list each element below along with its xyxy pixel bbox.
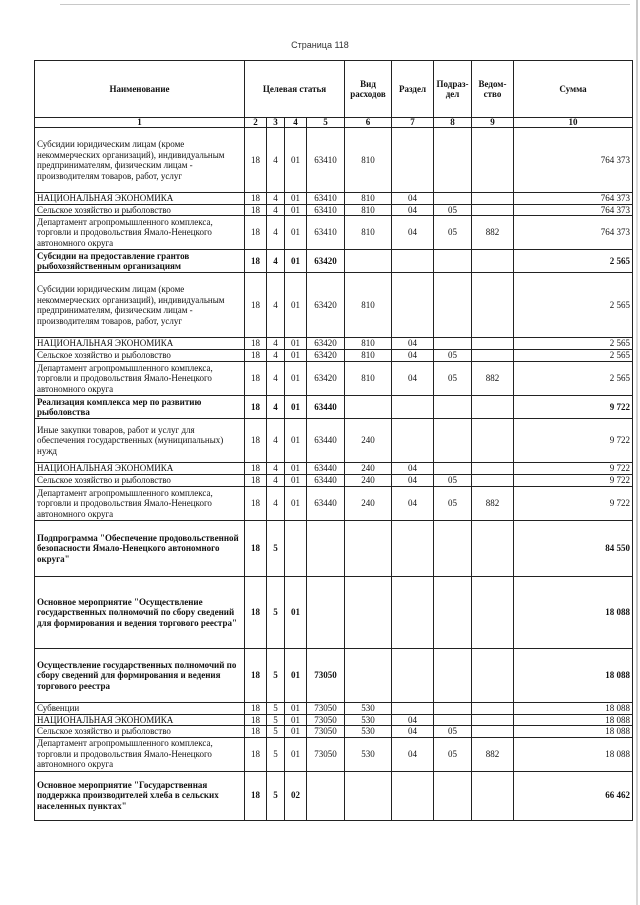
subsection-code: 05 — [434, 362, 472, 396]
direction-code: 63440 — [307, 487, 345, 521]
event-code: 01 — [285, 250, 307, 273]
table-row — [35, 475, 633, 487]
section-code — [392, 128, 434, 193]
row-name: Осуществление государственных полномочий по сбору сведений для формирования и ведения торгового реестра — [35, 649, 245, 703]
event-code: 01 — [285, 128, 307, 193]
subsection-code — [434, 396, 472, 419]
department-code — [472, 521, 514, 577]
program-code: 18 — [245, 204, 267, 216]
event-code: 01 — [285, 273, 307, 338]
department-code — [472, 771, 514, 820]
program-code: 18 — [245, 771, 267, 820]
row-name: Реализация комплекса мер по развитию рыболовства — [35, 396, 245, 419]
row-name: Субсидии юридическим лицам (кроме некоммерческих организаций), индивидуальным предпринимателям, физическим лицам - производителям товаров, работ, услуг — [35, 128, 245, 193]
expense-type-code: 240 — [345, 463, 392, 475]
department-code — [472, 577, 514, 649]
expense-type-code: 530 — [345, 714, 392, 726]
subsection-code — [434, 714, 472, 726]
direction-code: 63440 — [307, 419, 345, 463]
subprogram-code: 5 — [267, 771, 285, 820]
program-code: 18 — [245, 577, 267, 649]
department-code — [472, 396, 514, 419]
subsection-code: 05 — [434, 737, 472, 771]
row-name: НАЦИОНАЛЬНАЯ ЭКОНОМИКА — [35, 193, 245, 205]
row-name: Департамент агропромышленного комплекса, торговли и продовольствия Ямало-Ненецкого автономного округа — [35, 737, 245, 771]
direction-code: 73050 — [307, 714, 345, 726]
event-code: 01 — [285, 703, 307, 715]
amount-value: 18 088 — [514, 577, 633, 649]
event-code: 02 — [285, 771, 307, 820]
direction-code: 63410 — [307, 204, 345, 216]
subsection-code — [434, 273, 472, 338]
table-row — [35, 396, 633, 419]
subprogram-code: 5 — [267, 521, 285, 577]
direction-code: 63440 — [307, 475, 345, 487]
department-code — [472, 250, 514, 273]
expense-type-code: 530 — [345, 703, 392, 715]
event-code: 01 — [285, 726, 307, 738]
event-code: 01 — [285, 350, 307, 362]
subprogram-code: 5 — [267, 703, 285, 715]
column-number: 7 — [392, 118, 434, 128]
subsection-code — [434, 128, 472, 193]
amount-value: 2 565 — [514, 362, 633, 396]
column-number: 4 — [285, 118, 307, 128]
direction-code: 63440 — [307, 396, 345, 419]
section-code — [392, 250, 434, 273]
department-code: 882 — [472, 362, 514, 396]
section-code: 04 — [392, 463, 434, 475]
expense-type-code — [345, 250, 392, 273]
row-name: Субвенции — [35, 703, 245, 715]
subprogram-code: 4 — [267, 193, 285, 205]
direction-code: 63420 — [307, 338, 345, 350]
column-number: 3 — [267, 118, 285, 128]
event-code: 01 — [285, 193, 307, 205]
row-name: Подпрограмма "Обеспечение продовольственной безопасности Ямало-Ненецкого автономного округа" — [35, 521, 245, 577]
department-code — [472, 350, 514, 362]
row-name: Сельское хозяйство и рыболовство — [35, 350, 245, 362]
amount-value: 18 088 — [514, 714, 633, 726]
department-code — [472, 703, 514, 715]
department-code — [472, 273, 514, 338]
direction-code — [307, 577, 345, 649]
section-code — [392, 419, 434, 463]
subprogram-code: 4 — [267, 338, 285, 350]
section-code: 04 — [392, 714, 434, 726]
column-number: 5 — [307, 118, 345, 128]
department-code — [472, 128, 514, 193]
amount-value: 764 373 — [514, 193, 633, 205]
table-row — [35, 771, 633, 820]
direction-code — [307, 521, 345, 577]
department-code — [472, 475, 514, 487]
department-code — [472, 649, 514, 703]
subprogram-code: 5 — [267, 726, 285, 738]
subsection-code: 05 — [434, 487, 472, 521]
subprogram-code: 5 — [267, 737, 285, 771]
subsection-code — [434, 338, 472, 350]
amount-value: 18 088 — [514, 703, 633, 715]
program-code: 18 — [245, 737, 267, 771]
amount-value: 2 565 — [514, 273, 633, 338]
subprogram-code: 5 — [267, 577, 285, 649]
department-code — [472, 714, 514, 726]
direction-code: 63420 — [307, 350, 345, 362]
row-name: НАЦИОНАЛЬНАЯ ЭКОНОМИКА — [35, 714, 245, 726]
amount-value: 66 462 — [514, 771, 633, 820]
section-code: 04 — [392, 193, 434, 205]
table-row — [35, 273, 633, 338]
column-number: 6 — [345, 118, 392, 128]
section-code: 04 — [392, 216, 434, 250]
expense-type-code: 530 — [345, 726, 392, 738]
table-row — [35, 577, 633, 649]
row-name: Департамент агропромышленного комплекса, торговли и продовольствия Ямало-Ненецкого автономного округа — [35, 362, 245, 396]
expense-type-code: 810 — [345, 273, 392, 338]
subsection-code — [434, 577, 472, 649]
expense-type-code: 240 — [345, 487, 392, 521]
amount-value: 9 722 — [514, 396, 633, 419]
table-row — [35, 521, 633, 577]
expense-type-code: 810 — [345, 362, 392, 396]
table-row — [35, 703, 633, 715]
row-name: Основное мероприятие "Государственная поддержка производителей хлеба в сельских населенных пунктах" — [35, 771, 245, 820]
program-code: 18 — [245, 726, 267, 738]
expense-type-code: 240 — [345, 475, 392, 487]
subprogram-code: 4 — [267, 475, 285, 487]
program-code: 18 — [245, 273, 267, 338]
program-code: 18 — [245, 703, 267, 715]
event-code: 01 — [285, 216, 307, 250]
amount-value: 2 565 — [514, 250, 633, 273]
table-row — [35, 419, 633, 463]
department-code — [472, 419, 514, 463]
event-code: 01 — [285, 362, 307, 396]
scan-top-edge — [60, 4, 630, 5]
department-code: 882 — [472, 737, 514, 771]
section-code — [392, 577, 434, 649]
table-row — [35, 128, 633, 193]
header-subsection: Подраз-дел — [434, 61, 472, 118]
direction-code: 63410 — [307, 193, 345, 205]
row-name: Сельское хозяйство и рыболовство — [35, 204, 245, 216]
row-name: Сельское хозяйство и рыболовство — [35, 475, 245, 487]
subsection-code: 05 — [434, 204, 472, 216]
program-code: 18 — [245, 521, 267, 577]
event-code: 01 — [285, 487, 307, 521]
expense-type-code: 810 — [345, 216, 392, 250]
section-code: 04 — [392, 475, 434, 487]
event-code: 01 — [285, 737, 307, 771]
subprogram-code: 4 — [267, 350, 285, 362]
department-code — [472, 338, 514, 350]
direction-code: 63420 — [307, 250, 345, 273]
department-code — [472, 204, 514, 216]
amount-value: 2 565 — [514, 350, 633, 362]
event-code: 01 — [285, 419, 307, 463]
subsection-code — [434, 419, 472, 463]
row-name: Сельское хозяйство и рыболовство — [35, 726, 245, 738]
section-code: 04 — [392, 362, 434, 396]
table-row — [35, 350, 633, 362]
table-row — [35, 362, 633, 396]
expense-type-code: 240 — [345, 419, 392, 463]
expense-type-code: 530 — [345, 737, 392, 771]
program-code: 18 — [245, 419, 267, 463]
amount-value: 84 550 — [514, 521, 633, 577]
direction-code: 73050 — [307, 649, 345, 703]
department-code — [472, 463, 514, 475]
program-code: 18 — [245, 216, 267, 250]
subsection-code: 05 — [434, 726, 472, 738]
column-number: 9 — [472, 118, 514, 128]
subsection-code — [434, 463, 472, 475]
department-code: 882 — [472, 487, 514, 521]
amount-value: 18 088 — [514, 737, 633, 771]
program-code: 18 — [245, 649, 267, 703]
event-code: 01 — [285, 463, 307, 475]
subsection-code — [434, 193, 472, 205]
table-row — [35, 737, 633, 771]
subprogram-code: 5 — [267, 714, 285, 726]
header-name: Наименование — [35, 61, 245, 118]
event-code: 01 — [285, 338, 307, 350]
table-row — [35, 193, 633, 205]
program-code: 18 — [245, 463, 267, 475]
program-code: 18 — [245, 128, 267, 193]
event-code: 01 — [285, 714, 307, 726]
table-row — [35, 216, 633, 250]
table-row — [35, 463, 633, 475]
subprogram-code: 5 — [267, 649, 285, 703]
subprogram-code: 4 — [267, 487, 285, 521]
row-name: НАЦИОНАЛЬНАЯ ЭКОНОМИКА — [35, 463, 245, 475]
header-section: Раздел — [392, 61, 434, 118]
row-name: Иные закупки товаров, работ и услуг для обеспечения государственных (муниципальных) нужд — [35, 419, 245, 463]
header-amount: Сумма — [514, 61, 633, 118]
section-code — [392, 521, 434, 577]
subprogram-code: 4 — [267, 463, 285, 475]
amount-value: 764 373 — [514, 216, 633, 250]
section-code — [392, 273, 434, 338]
amount-value: 9 722 — [514, 475, 633, 487]
subsection-code: 05 — [434, 475, 472, 487]
subsection-code — [434, 521, 472, 577]
row-name: Основное мероприятие "Осуществление государственных полномочий по сбору сведений для формирования и ведения торгового реестра" — [35, 577, 245, 649]
table-row — [35, 338, 633, 350]
event-code — [285, 521, 307, 577]
department-code — [472, 726, 514, 738]
direction-code: 63440 — [307, 463, 345, 475]
amount-value: 9 722 — [514, 487, 633, 521]
budget-table — [34, 60, 633, 821]
table-row — [35, 726, 633, 738]
subprogram-code: 4 — [267, 250, 285, 273]
program-code: 18 — [245, 362, 267, 396]
event-code: 01 — [285, 396, 307, 419]
subsection-code: 05 — [434, 216, 472, 250]
subsection-code — [434, 250, 472, 273]
section-code: 04 — [392, 338, 434, 350]
header-expense-type: Вид расходов — [345, 61, 392, 118]
program-code: 18 — [245, 350, 267, 362]
row-name: НАЦИОНАЛЬНАЯ ЭКОНОМИКА — [35, 338, 245, 350]
expense-type-code — [345, 649, 392, 703]
program-code: 18 — [245, 193, 267, 205]
event-code: 01 — [285, 649, 307, 703]
direction-code: 73050 — [307, 726, 345, 738]
subprogram-code: 4 — [267, 128, 285, 193]
subsection-code — [434, 703, 472, 715]
header-row — [35, 61, 633, 118]
expense-type-code — [345, 521, 392, 577]
subprogram-code: 4 — [267, 396, 285, 419]
section-code — [392, 771, 434, 820]
column-number: 10 — [514, 118, 633, 128]
program-code: 18 — [245, 250, 267, 273]
table-row — [35, 487, 633, 521]
section-code: 04 — [392, 737, 434, 771]
table-row — [35, 204, 633, 216]
column-number: 2 — [245, 118, 267, 128]
department-code: 882 — [472, 216, 514, 250]
program-code: 18 — [245, 475, 267, 487]
expense-type-code: 810 — [345, 204, 392, 216]
scan-right-edge — [636, 0, 638, 905]
section-code — [392, 649, 434, 703]
program-code: 18 — [245, 487, 267, 521]
direction-code: 63420 — [307, 362, 345, 396]
direction-code: 63410 — [307, 216, 345, 250]
expense-type-code — [345, 577, 392, 649]
row-name: Департамент агропромышленного комплекса, торговли и продовольствия Ямало-Ненецкого автономного округа — [35, 216, 245, 250]
column-number: 1 — [35, 118, 245, 128]
direction-code: 73050 — [307, 703, 345, 715]
amount-value: 18 088 — [514, 726, 633, 738]
section-code — [392, 703, 434, 715]
row-name: Субсидии юридическим лицам (кроме некоммерческих организаций), индивидуальным предпринимателям, физическим лицам - производителям товаров, работ, услуг — [35, 273, 245, 338]
subprogram-code: 4 — [267, 216, 285, 250]
program-code: 18 — [245, 338, 267, 350]
amount-value: 9 722 — [514, 419, 633, 463]
expense-type-code — [345, 771, 392, 820]
section-code: 04 — [392, 204, 434, 216]
expense-type-code: 810 — [345, 193, 392, 205]
direction-code: 63410 — [307, 128, 345, 193]
table-row — [35, 714, 633, 726]
column-number-row — [35, 118, 633, 128]
subsection-code — [434, 771, 472, 820]
subprogram-code: 4 — [267, 273, 285, 338]
department-code — [472, 193, 514, 205]
section-code: 04 — [392, 487, 434, 521]
amount-value: 18 088 — [514, 649, 633, 703]
table-row — [35, 649, 633, 703]
direction-code — [307, 771, 345, 820]
header-department: Ведом-ство — [472, 61, 514, 118]
amount-value: 2 565 — [514, 338, 633, 350]
event-code: 01 — [285, 475, 307, 487]
header-target-article: Целевая статья — [245, 61, 345, 118]
expense-type-code: 810 — [345, 350, 392, 362]
event-code: 01 — [285, 204, 307, 216]
direction-code: 73050 — [307, 737, 345, 771]
subsection-code — [434, 649, 472, 703]
event-code: 01 — [285, 577, 307, 649]
section-code: 04 — [392, 726, 434, 738]
section-code — [392, 396, 434, 419]
expense-type-code — [345, 396, 392, 419]
column-number: 8 — [434, 118, 472, 128]
program-code: 18 — [245, 714, 267, 726]
expense-type-code: 810 — [345, 128, 392, 193]
subprogram-code: 4 — [267, 362, 285, 396]
amount-value: 764 373 — [514, 128, 633, 193]
program-code: 18 — [245, 396, 267, 419]
page-number-label: Страница 118 — [291, 40, 349, 50]
direction-code: 63420 — [307, 273, 345, 338]
expense-type-code: 810 — [345, 338, 392, 350]
amount-value: 9 722 — [514, 463, 633, 475]
row-name: Субсидии на предоставление грантов рыбохозяйственным организациям — [35, 250, 245, 273]
subsection-code: 05 — [434, 350, 472, 362]
table-row — [35, 250, 633, 273]
amount-value: 764 373 — [514, 204, 633, 216]
subprogram-code: 4 — [267, 419, 285, 463]
section-code: 04 — [392, 350, 434, 362]
subprogram-code: 4 — [267, 204, 285, 216]
row-name: Департамент агропромышленного комплекса, торговли и продовольствия Ямало-Ненецкого автономного округа — [35, 487, 245, 521]
